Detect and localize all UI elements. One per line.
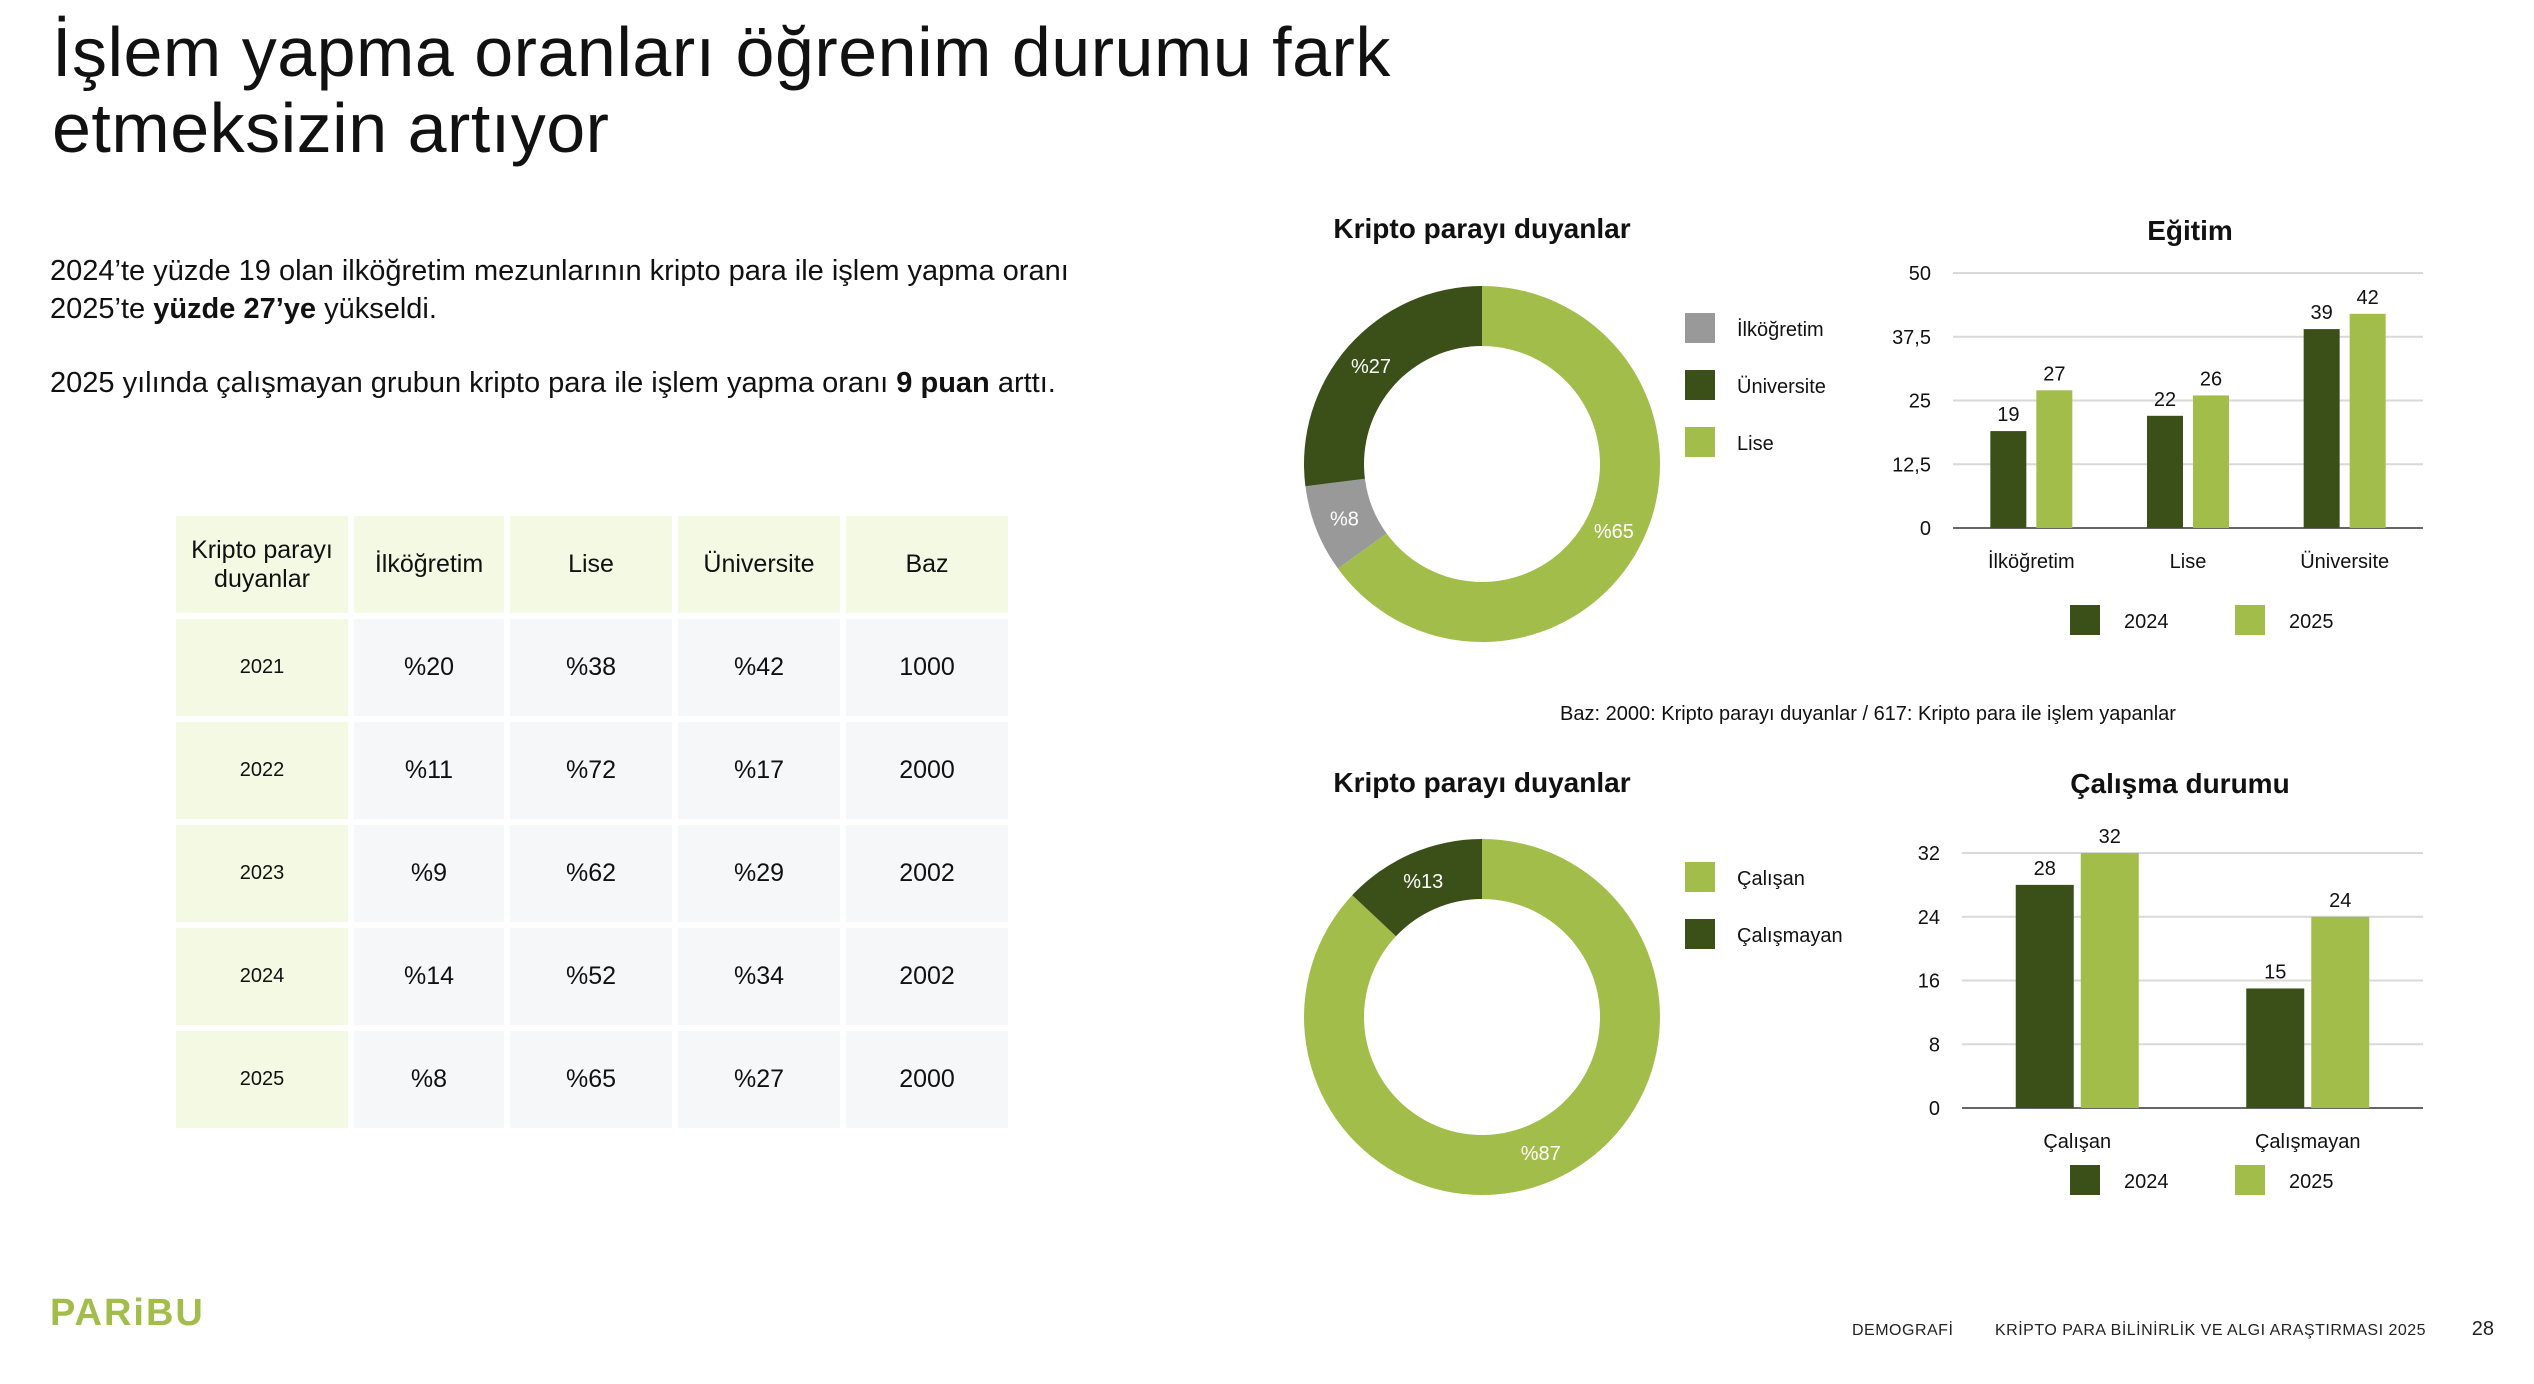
legend-swatch xyxy=(2070,605,2100,635)
table-cell: %38 xyxy=(510,619,672,716)
donut-chart-title: Kripto parayı duyanlar xyxy=(1333,213,1631,244)
table-cell: %27 xyxy=(678,1031,840,1128)
bar xyxy=(2147,416,2183,528)
legend-label: Lise xyxy=(1737,433,1774,455)
table-cell-year: 2025 xyxy=(176,1031,348,1128)
page-title: İşlem yapma oranları öğrenim durumu fark etmeksizin artıyor xyxy=(52,13,1391,167)
legend-swatch xyxy=(2235,1165,2265,1195)
donut-slice-label: %87 xyxy=(1520,1142,1561,1165)
table-cell: 1000 xyxy=(846,619,1008,716)
legend-label: 2024 xyxy=(2124,1171,2169,1193)
legend-label: İlköğretim xyxy=(1737,319,1824,341)
table-cell: %11 xyxy=(354,722,504,819)
legend-label: 2025 xyxy=(2289,611,2334,633)
legend-swatch xyxy=(2070,1165,2100,1195)
donut-slice-label: %27 xyxy=(1350,356,1391,379)
table-cell-year: 2022 xyxy=(176,722,348,819)
bar xyxy=(2350,314,2386,528)
donut-slice-label: %8 xyxy=(1329,508,1359,531)
legend-swatch xyxy=(1685,427,1715,457)
table-cell: %20 xyxy=(354,619,504,716)
y-tick-label: 16 xyxy=(1917,970,1940,993)
x-tick-label: İlköğretim xyxy=(1987,551,2075,573)
bar xyxy=(2304,329,2340,528)
table-header-cell: Baz xyxy=(846,516,1008,613)
bar-value-label: 26 xyxy=(2199,368,2223,391)
table-cell: 2002 xyxy=(846,825,1008,922)
bar xyxy=(2016,885,2074,1108)
footer-section: DEMOGRAFİ xyxy=(1852,1322,1954,1339)
table-cell: %52 xyxy=(510,928,672,1025)
legend-label: Çalışan xyxy=(1737,868,1805,890)
page-number: 28 xyxy=(2471,1318,2494,1340)
table-cell: %8 xyxy=(354,1031,504,1128)
bar xyxy=(1990,431,2026,528)
bar-value-label: 24 xyxy=(2329,889,2352,912)
bar-value-label: 28 xyxy=(2033,857,2056,880)
legend-swatch xyxy=(2235,605,2265,635)
bar xyxy=(2246,988,2304,1108)
bar-value-label: 27 xyxy=(2043,363,2066,386)
y-tick-label: 50 xyxy=(1908,263,1931,285)
x-tick-label: Çalışmayan xyxy=(2254,1131,2361,1153)
bar-value-label: 42 xyxy=(2356,286,2379,309)
bar-value-label: 15 xyxy=(2264,961,2287,984)
legend-label: 2025 xyxy=(2289,1171,2334,1193)
legend-swatch xyxy=(1685,862,1715,892)
y-tick-label: 8 xyxy=(1928,1034,1940,1057)
paribu-logo: PARiBU xyxy=(50,1292,205,1334)
table-header-cell: İlköğretim xyxy=(354,516,504,613)
bar-value-label: 19 xyxy=(1997,404,2020,427)
y-tick-label: 12,5 xyxy=(1892,454,1931,477)
table-cell: %17 xyxy=(678,722,840,819)
legend-swatch xyxy=(1685,313,1715,343)
legend-label: 2024 xyxy=(2124,611,2169,633)
x-tick-label: Üniversite xyxy=(2300,551,2390,573)
legend-swatch xyxy=(1685,370,1715,400)
table-cell-year: 2023 xyxy=(176,825,348,922)
table-cell: %29 xyxy=(678,825,840,922)
bar xyxy=(2311,917,2369,1108)
table-cell: 2002 xyxy=(846,928,1008,1025)
x-tick-label: Çalışan xyxy=(2043,1131,2112,1153)
table-header-cell: Üniversite xyxy=(678,516,840,613)
donut-slice xyxy=(1304,286,1482,486)
bar-value-label: 22 xyxy=(2153,388,2177,411)
y-tick-label: 32 xyxy=(1917,843,1940,865)
bar-chart-title: Eğitim xyxy=(2147,215,2233,246)
table-header-cell: Lise xyxy=(510,516,672,613)
intro-paragraph-1: 2024’te yüzde 19 olan ilköğretim mezunlarının kripto para ile işlem yapma oranı 2025’te yüzde 27’ye yükseldi. xyxy=(50,255,1069,325)
table-cell: %42 xyxy=(678,619,840,716)
table-cell: %72 xyxy=(510,722,672,819)
table-header-cell: Kripto parayı duyanlar xyxy=(176,516,348,613)
footer-report-title: KRİPTO PARA BİLİNİRLİK VE ALGI ARAŞTIRMASI 2025 xyxy=(1995,1322,2427,1339)
y-tick-label: 25 xyxy=(1908,390,1931,413)
table-cell: %34 xyxy=(678,928,840,1025)
table-cell-year: 2024 xyxy=(176,928,348,1025)
bar-value-label: 39 xyxy=(2310,302,2333,325)
base-note: Baz: 2000: Kripto parayı duyanlar / 617: Kripto para ile işlem yapanlar xyxy=(1560,703,2176,725)
y-tick-label: 24 xyxy=(1917,906,1940,929)
bar-value-label: 32 xyxy=(2098,826,2121,848)
table-cell: 2000 xyxy=(846,1031,1008,1128)
donut-slice-label: %13 xyxy=(1403,871,1444,894)
y-tick-label: 0 xyxy=(1928,1098,1940,1120)
table-cell-year: 2021 xyxy=(176,619,348,716)
table-cell: %9 xyxy=(354,825,504,922)
legend-label: Üniversite xyxy=(1737,376,1826,398)
bar-chart-title: Çalışma durumu xyxy=(2070,768,2290,799)
donut-chart-title: Kripto parayı duyanlar xyxy=(1333,767,1631,798)
x-tick-label: Lise xyxy=(2169,551,2207,573)
table-cell: %62 xyxy=(510,825,672,922)
legend-label: Çalışmayan xyxy=(1737,925,1843,947)
bar xyxy=(2193,395,2229,528)
table-cell: %65 xyxy=(510,1031,672,1128)
donut-slice-label: %65 xyxy=(1593,521,1634,544)
intro-paragraph-2: 2025 yılında çalışmayan grubun kripto para ile işlem yapma oranı 9 puan arttı. xyxy=(50,367,1056,399)
table-cell: %14 xyxy=(354,928,504,1025)
y-tick-label: 0 xyxy=(1919,518,1931,540)
bar xyxy=(2081,853,2139,1108)
legend-swatch xyxy=(1685,919,1715,949)
y-tick-label: 37,5 xyxy=(1892,326,1931,349)
table-cell: 2000 xyxy=(846,722,1008,819)
bar xyxy=(2036,390,2072,528)
